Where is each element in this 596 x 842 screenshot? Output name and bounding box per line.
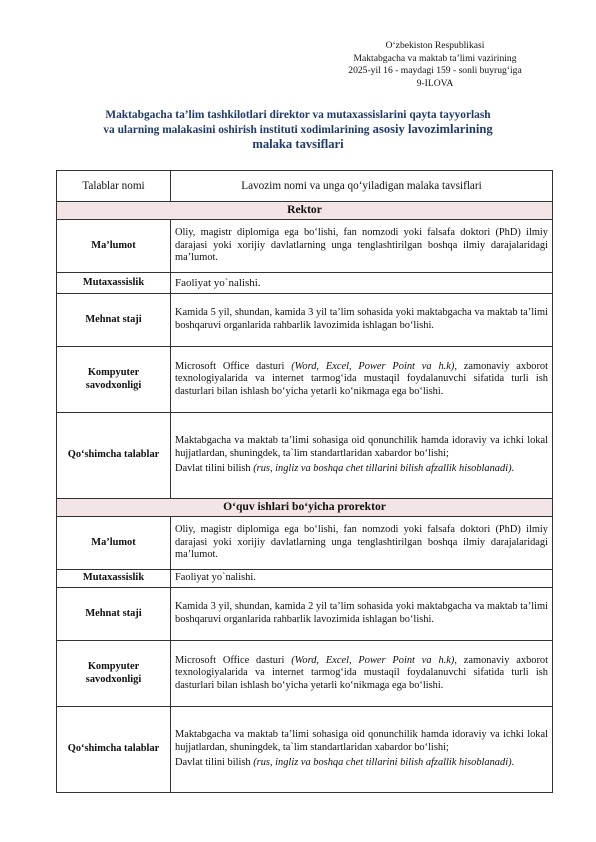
computer-text-a: Microsoft Office dasturi (175, 360, 292, 372)
row-label-computer: Kompyuter savodxonligi (57, 347, 171, 413)
extra-text-b: (rus, ingliz va boshqa chet tillarini bilish afzallik hisoblanadi) (253, 463, 512, 475)
row-label-specialty: Mutaxassislik (57, 273, 171, 294)
table-row (57, 273, 553, 294)
table-row (57, 517, 553, 570)
title-line-3: malaka tavsiflari (252, 137, 344, 152)
extra-text-a: Davlat tilini bilish (175, 463, 254, 475)
row-label-computer: Kompyuter savodxonligi (57, 641, 171, 707)
approval-header (326, 40, 544, 90)
title-line-2a: va ularning malakasini oshirish instituti xodimlarining (103, 124, 370, 137)
row-value-experience: Kamida 3 yil, shundan, kamida 2 yil ta’lim sohasida yoki maktabgacha va maktab ta’limi boshqaruvi organlarida rahbarlik lavozimida ishlagan bo‘lishi. (171, 588, 553, 641)
computer-text-c: , zamonaviy axborot texnologiyalarida va internet tarmog‘ida mustaqil foydalanuvchi sifatida turli ish dasturlari bilan ishlash bo‘yicha yetarli ko‘nikmaga ega bo‘lishi. (175, 654, 549, 691)
header-line-1: O‘zbekiston Respublikasi (385, 40, 485, 51)
section-title-rector: Rektor (57, 202, 553, 220)
row-value-experience: Kamida 5 yil, shundan, kamida 3 yil ta’lim sohasida yoki maktabgacha va maktab ta’limi boshqaruvi organlarida rahbarlik lavozimida ishlagan bo‘lishi. (171, 294, 553, 347)
row-value-computer (171, 641, 553, 707)
row-label-experience: Mehnat staji (57, 588, 171, 641)
header-line-4: 9-ILOVA (416, 77, 454, 89)
table-row (57, 413, 553, 499)
extra-paragraph-1: Maktabgacha va maktab ta’limi sohasiga oid qonunchilik hamda idoraviy va ichki lokal hujjatlardan, shuningdek, ta`lim standartlaridan xabardor bo‘lishi; (175, 435, 548, 459)
row-value-education: Oliy, magistr diplomiga ega bo‘lishi, fan nomzodi yoki falsafa doktori (PhD) ilmiy darajasi yoki xorijiy davlatlarning unga tenglashtirilgan boshqa ilmiy darajalaridagi ma’lumot. (171, 220, 553, 273)
row-value-computer (171, 347, 553, 413)
table-row (57, 641, 553, 707)
row-value-specialty: Faoliyat yo`nalishi. (171, 273, 553, 294)
computer-text-a: Microsoft Office dasturi (175, 654, 292, 666)
table-row (57, 294, 553, 347)
column-header-requirements: Talablar nomi (57, 171, 171, 202)
row-label-extra: Qo‘shimcha talablar (57, 707, 171, 793)
table-row (57, 220, 553, 273)
row-value-specialty: Faoliyat yo`nalishi. (171, 570, 553, 588)
header-line-3: 2025-yil 16 - maydagi 159 - sonli buyrug‘iga (348, 65, 522, 77)
row-value-education: Oliy, magistr diplomiga ega bo‘lishi, fan nomzodi yoki falsafa doktori (PhD) ilmiy darajasi yoki xorijiy davlatlarning unga tenglashtirilgan boshqa ilmiy darajalaridagi ma’lumot. (171, 517, 553, 570)
extra-paragraph-2 (175, 757, 548, 770)
table-row (57, 707, 553, 793)
extra-text-c: . (511, 757, 515, 769)
extra-text-c: . (511, 463, 515, 475)
row-value-extra (171, 707, 553, 793)
document-title (60, 108, 536, 152)
title-line-2b: asosiy lavozimlarining (369, 122, 493, 137)
row-label-education: Ma’lumot (57, 220, 171, 273)
section-row (57, 499, 553, 517)
computer-text-c: , zamonaviy axborot texnologiyalarida va internet tarmog‘ida mustaqil foydalanuvchi sifatida turli ish dasturlari bilan ishlash bo‘yicha yetarli ko‘nikmaga ega bo‘lishi. (175, 360, 549, 397)
column-header-position: Lavozim nomi va unga qo‘yiladigan malaka tavsiflari (171, 171, 553, 202)
extra-paragraph-1: Maktabgacha va maktab ta’limi sohasiga oid qonunchilik hamda idoraviy va ichki lokal hujjatlardan, shuningdek, ta`lim standartlaridan xabardor bo‘lishi; (175, 729, 548, 753)
title-line-2 (60, 122, 536, 137)
extra-paragraph-2 (175, 463, 548, 476)
row-label-education: Ma’lumot (57, 517, 171, 570)
row-label-extra: Qo‘shimcha talablar (57, 413, 171, 499)
computer-text-b: (Word, Excel, Power Point va h.k) (291, 654, 455, 666)
row-label-experience: Mehnat staji (57, 294, 171, 347)
qualification-table (56, 170, 553, 793)
extra-text-a: Davlat tilini bilish (175, 757, 254, 769)
header-line-2: Maktabgacha va maktab ta’limi vazirining (353, 52, 517, 64)
title-line-1: Maktabgacha ta’lim tashkilotlari direktor va mutaxassislarini qayta tayyorlash (105, 109, 491, 121)
extra-text-b: (rus, ingliz va boshqa chet tillarini bilish afzallik hisoblanadi) (253, 757, 512, 769)
section-row (57, 202, 553, 220)
section-title-vice-rector: O‘quv ishlari bo‘yicha prorektor (57, 499, 553, 517)
table-row (57, 570, 553, 588)
table-row (57, 588, 553, 641)
table-row (57, 347, 553, 413)
table-header-row (57, 171, 553, 202)
row-value-extra (171, 413, 553, 499)
row-label-specialty: Mutaxassislik (57, 570, 171, 588)
computer-text-b: (Word, Excel, Power Point va h.k) (291, 360, 455, 372)
